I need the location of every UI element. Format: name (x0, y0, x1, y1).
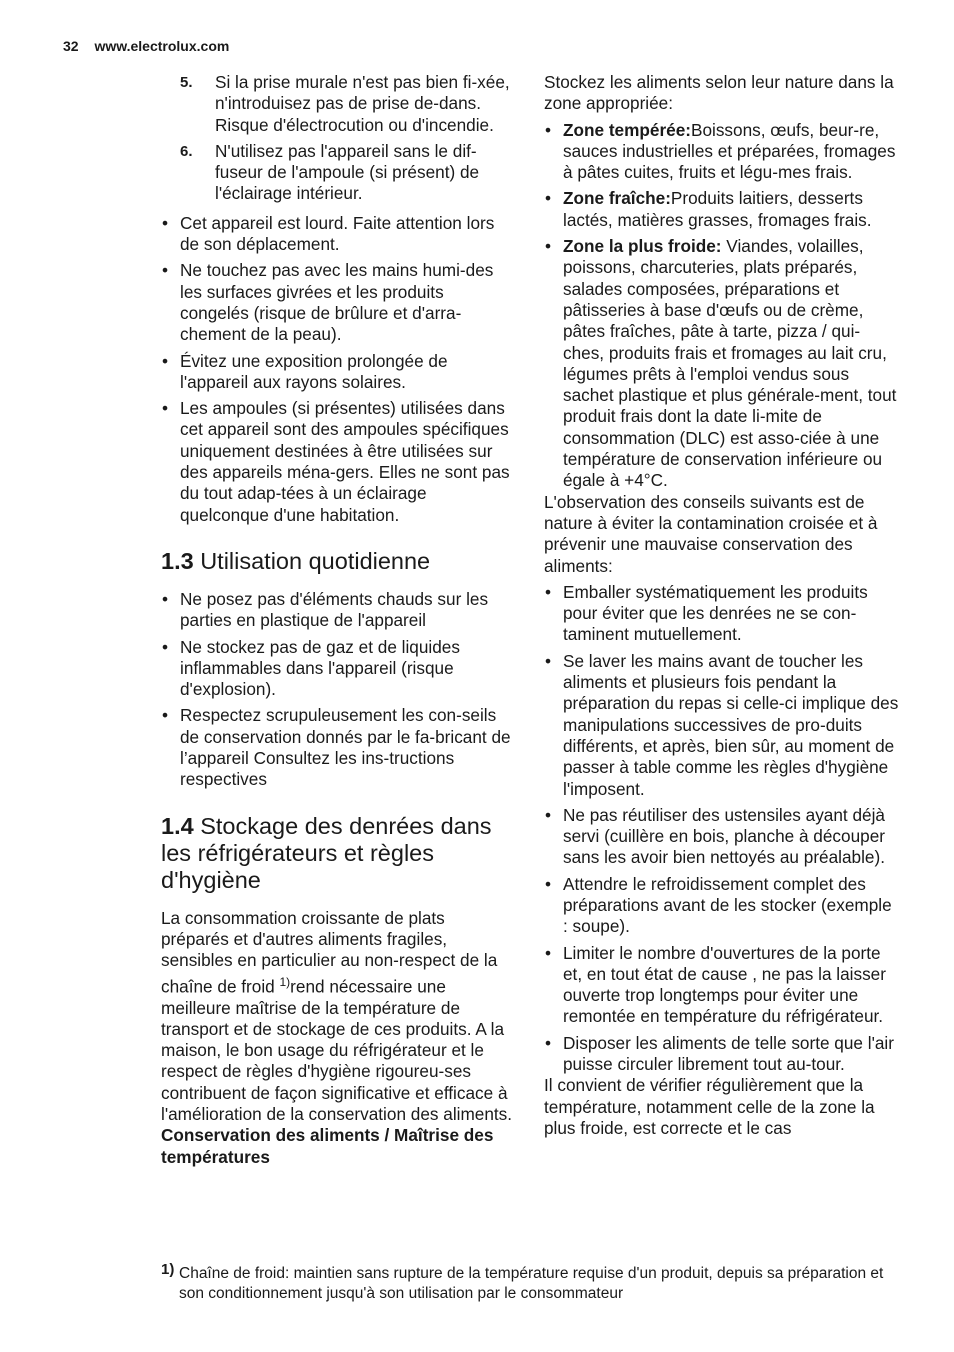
zone-text: Viandes, volailles, poissons, charcuteries, plats préparés, salades composées, préparations et pâtisseries à base d'œufs ou de crème, pâtes fraîches, pâte à tarte, pizza / qui-ches, produits frais et fromages au lait cru, légumes prêts à l'emploi vendus sous sachet plastique et plus générale-ment, tout produit frais dont la date li-mite de consommation (DLC) est asso-ciée à une température de conservation inférieure ou égale à +4°C. (563, 236, 897, 491)
section-title: Utilisation quotidienne (200, 547, 431, 574)
item-text: N'utilisez pas l'appareil sans le dif-fuseur de l'ampoule (si présent) de l'éclairage intérieur. (215, 140, 480, 204)
list-item: • Ne touchez pas avec les mains humi-des les surfaces givrées et les produits congelés (risque de brûlure et d'arra-chement de la peau). (161, 260, 516, 345)
list-item (161, 141, 516, 205)
footnote-mark: 1) (161, 1261, 175, 1278)
list-item: • Cet appareil est lourd. Faite attention lors de son déplacement. (161, 213, 516, 256)
list-item: • Évitez une exposition prolongée de l'appareil aux rayons solaires. (161, 351, 516, 394)
zone-label: Zone fraîche: (563, 188, 671, 209)
list-item: • Ne posez pas d'éléments chauds sur les parties en plastique de l'appareil (161, 589, 516, 632)
advice-intro: L'observation des conseils suivants est de nature à éviter la contamination croisée et à prévenir une mauvaise conservation des aliments: (544, 491, 878, 576)
list-item: • Ne pas réutiliser des ustensiles ayant déjà servi (cuillère en bois, planche à découper sans les avoir bien nettoyés au préalable). (544, 805, 900, 869)
daily-use-bullets (161, 589, 516, 791)
subheading: Conservation des aliments / Maîtrise des températures (161, 1125, 494, 1167)
zone-label: Zone la plus froide: (563, 236, 722, 257)
page-header (63, 38, 229, 54)
zone-bullets (544, 120, 900, 492)
zone-text: Boissons, œufs, beur-re, sauces industrielles et préparées, fromages à pâtes cuites, fruits et légu-mes frais. (563, 119, 896, 183)
section-heading-1-3 (161, 548, 516, 575)
list-item: • Respectez scrupuleusement les con-seils de conservation donnés par le fa-bricant de l’appareil Consultez les ins-tructions respectives (161, 705, 516, 790)
list-item: • Limiter le nombre d'ouvertures de la porte et, en tout état de cause , ne pas la laisser ouverte trop longtemps pour éviter une remontée en température du réfrigérateur. (544, 943, 900, 1028)
list-item: • Emballer systématiquement les produits pour éviter que les denrées ne se con-taminent mutuellement. (544, 582, 900, 646)
footnote-ref: 1) (279, 974, 291, 989)
list-item (544, 120, 900, 184)
safety-bullets (161, 213, 516, 526)
intro-paragraph: Stockez les aliments selon leur nature dans la zone appropriée: (544, 72, 894, 114)
numbered-list (161, 72, 516, 205)
advice-bullets (544, 582, 900, 1076)
list-item (161, 72, 516, 136)
item-number: 6. (180, 142, 193, 160)
list-item: • Se laver les mains avant de toucher les aliments et plusieurs fois pendant la préparation du repas si celle-ci implique des manipulations successives de pro-duits différents, et après, bien sûr, au moment de passer à table comme les règles d'hygiène l'imposent. (544, 651, 900, 800)
footnote (161, 1260, 901, 1304)
closing-paragraph: Il convient de vérifier régulièrement que la température, notamment celle de la zone la plus froide, est correcte et le cas (544, 1075, 875, 1138)
list-item: • Attendre le refroidissement complet des préparations avant de les stocker (exemple : soupe). (544, 874, 900, 938)
list-item: • Disposer les aliments de telle sorte que l'air puisse circuler librement tout au-tour. (544, 1033, 900, 1076)
left-column (161, 72, 516, 1168)
list-item (544, 188, 900, 231)
list-item: • Ne stockez pas de gaz et de liquides inflammables dans l'appareil (risque d'explosion). (161, 637, 516, 701)
right-column (544, 72, 900, 1139)
zone-label: Zone tempérée: (563, 119, 691, 140)
page-number: 32 (63, 38, 79, 54)
item-number: 5. (180, 74, 193, 91)
paragraph-text: rend nécessaire une meilleure maîtrise de la température de transport et de stockage de ces produits. A la maison, le bon usage du réfrigérateur et le respect de règles d'hygiène rigoureu-ses contribuent de façon significative et efficace à l'amélioration de la conservation des aliments. (161, 976, 513, 1125)
storage-paragraph (161, 908, 516, 1126)
list-item (544, 236, 900, 492)
item-text: Si la prise murale n'est pas bien fi-xée, n'introduisez pas de prise de-dans. Risque d'électrocution ou d'incendie. (215, 72, 510, 135)
paragraph-text: La consommation croissante de plats préparés et d'autres aliments fragiles, sensibles en particulier au non-respect de la chaîne de froid (161, 907, 498, 997)
section-number: 1.3 (161, 547, 194, 574)
list-item: • Les ampoules (si présentes) utilisées dans cet appareil sont des ampoules spécifiques uniquement destinées à être utilisées sur des appareils ména-gers. Elles ne sont pas du tout adap-tées à un éclairage quelconque d'une habitation. (161, 398, 516, 526)
section-title: Stockage des denrées dans les réfrigérateurs et règles d'hygiène (161, 812, 492, 893)
section-number: 1.4 (161, 812, 194, 839)
section-heading-1-4 (161, 813, 516, 894)
zone-text: Produits laitiers, desserts lactés, matières grasses, fromages frais. (563, 188, 872, 230)
site-url: www.electrolux.com (94, 38, 230, 54)
footnote-text: Chaîne de froid: maintien sans rupture de la température requise d'un produit, depuis sa préparation et son conditionnement jusqu'à son utilisation par le consommateur (179, 1265, 884, 1302)
